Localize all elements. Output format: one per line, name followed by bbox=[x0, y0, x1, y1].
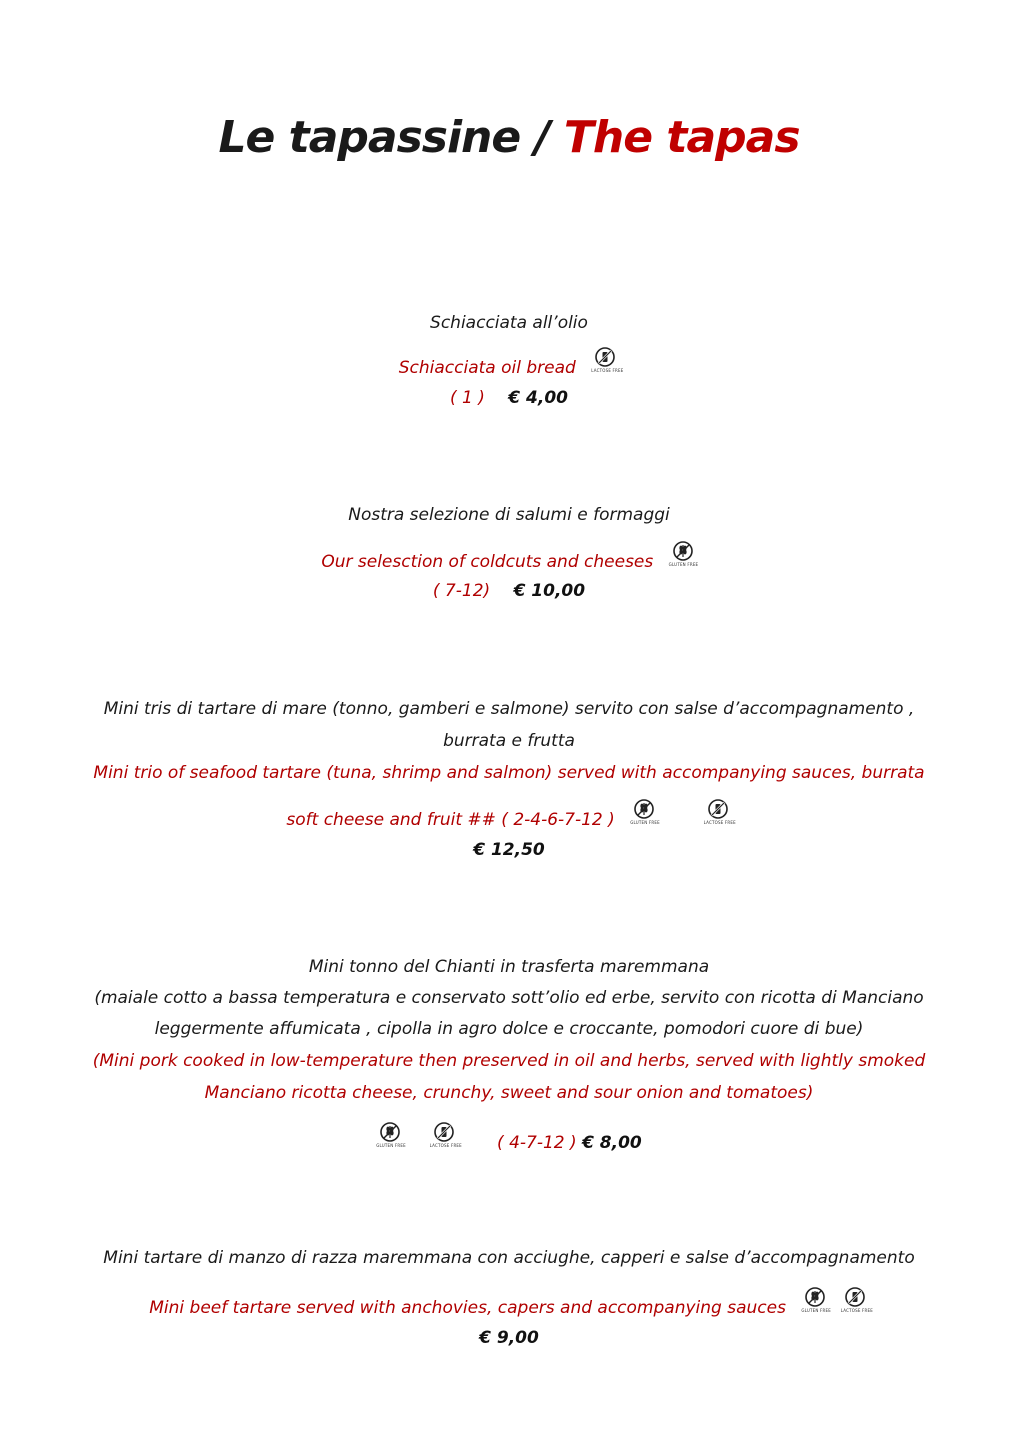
item-2-italian: Nostra selezione di salumi e formaggi bbox=[348, 505, 670, 525]
item-2-price-row bbox=[0, 581, 1018, 601]
lactose-free-caption: LACTOSE FREE bbox=[840, 1308, 873, 1313]
lactose-free-caption: LACTOSE FREE bbox=[429, 1143, 462, 1148]
lactose-free-icon bbox=[840, 1287, 873, 1313]
item-4-italian-line-2: (maiale cotto a bassa temperatura e conservato sott’olio ed erbe, servito con ricotta di Manciano bbox=[94, 988, 924, 1008]
item-4-price: € 8,00 bbox=[582, 1133, 642, 1153]
item-2-english-row bbox=[0, 549, 1018, 575]
item-3-english-line-2: soft cheese and fruit ## ( 2-4-6-7-12 ) bbox=[286, 810, 615, 830]
gluten-free-caption: GLUTEN FREE bbox=[668, 562, 699, 567]
item-1-allergens: ( 1 ) bbox=[450, 388, 485, 408]
item-4-italian-line-1: Mini tonno del Chianti in trasferta maremmana bbox=[308, 957, 710, 977]
item-1-english: Schiacciata oil bread bbox=[398, 358, 576, 378]
gluten-free-icon bbox=[630, 799, 658, 825]
gluten-free-caption: GLUTEN FREE bbox=[801, 1308, 831, 1313]
item-1-price-row bbox=[0, 388, 1018, 408]
item-3-english-line-1: Mini trio of seafood tartare (tuna, shrimp and salmon) served with accompanying sauces, burrata bbox=[93, 763, 925, 783]
item-2-price: € 10,00 bbox=[513, 581, 586, 601]
title-english: The tapas bbox=[563, 112, 800, 163]
lactose-free-caption: LACTOSE FREE bbox=[591, 368, 624, 373]
gluten-free-icon bbox=[376, 1122, 404, 1148]
item-2-english: Our selesction of coldcuts and cheeses bbox=[321, 552, 654, 572]
item-5-english-row bbox=[0, 1295, 1018, 1321]
item-5-english: Mini beef tartare served with anchovies, capers and accompanying sauces bbox=[149, 1298, 786, 1318]
gluten-free-icon bbox=[669, 541, 697, 567]
gluten-free-caption: GLUTEN FREE bbox=[376, 1143, 406, 1148]
item-3-italian-line-2: burrata e frutta bbox=[443, 731, 575, 751]
item-5-italian: Mini tartare di manzo di razza maremmana con acciughe, capperi e salse d’accompagnamento bbox=[103, 1248, 915, 1268]
item-2-allergens: ( 7-12) bbox=[432, 581, 491, 601]
title-italian: Le tapassine / bbox=[218, 112, 550, 163]
item-1-english-row bbox=[0, 355, 1018, 381]
item-4-price-row bbox=[0, 1130, 1018, 1156]
lactose-free-caption: LACTOSE FREE bbox=[703, 820, 736, 825]
page-title bbox=[0, 112, 1018, 163]
item-3-italian-line-1: Mini tris di tartare di mare (tonno, gamberi e salmone) servito con salse d’accompagnamento , bbox=[103, 699, 915, 719]
item-4-english-line-2: Manciano ricotta cheese, crunchy, sweet and sour onion and tomatoes) bbox=[204, 1083, 814, 1103]
gluten-free-caption: GLUTEN FREE bbox=[630, 820, 660, 825]
item-4-italian-line-3: leggermente affumicata , cipolla in agro dolce e croccante, pomodori cuore di bue) bbox=[154, 1019, 864, 1039]
lactose-free-icon bbox=[703, 799, 736, 825]
item-4-allergens: ( 4-7-12 ) bbox=[497, 1133, 577, 1153]
lactose-free-icon bbox=[429, 1122, 462, 1148]
gluten-free-icon bbox=[801, 1287, 829, 1313]
item-3-price: € 12,50 bbox=[473, 840, 545, 860]
lactose-free-icon bbox=[591, 347, 624, 373]
item-5-price: € 9,00 bbox=[479, 1328, 539, 1348]
item-1-italian: Schiacciata all’olio bbox=[430, 313, 588, 333]
item-3-english-row bbox=[0, 807, 1018, 833]
item-4-english-line-1: (Mini pork cooked in low-temperature then preserved in oil and herbs, served with lightly smoked bbox=[92, 1051, 926, 1071]
item-1-price: € 4,00 bbox=[508, 388, 568, 408]
